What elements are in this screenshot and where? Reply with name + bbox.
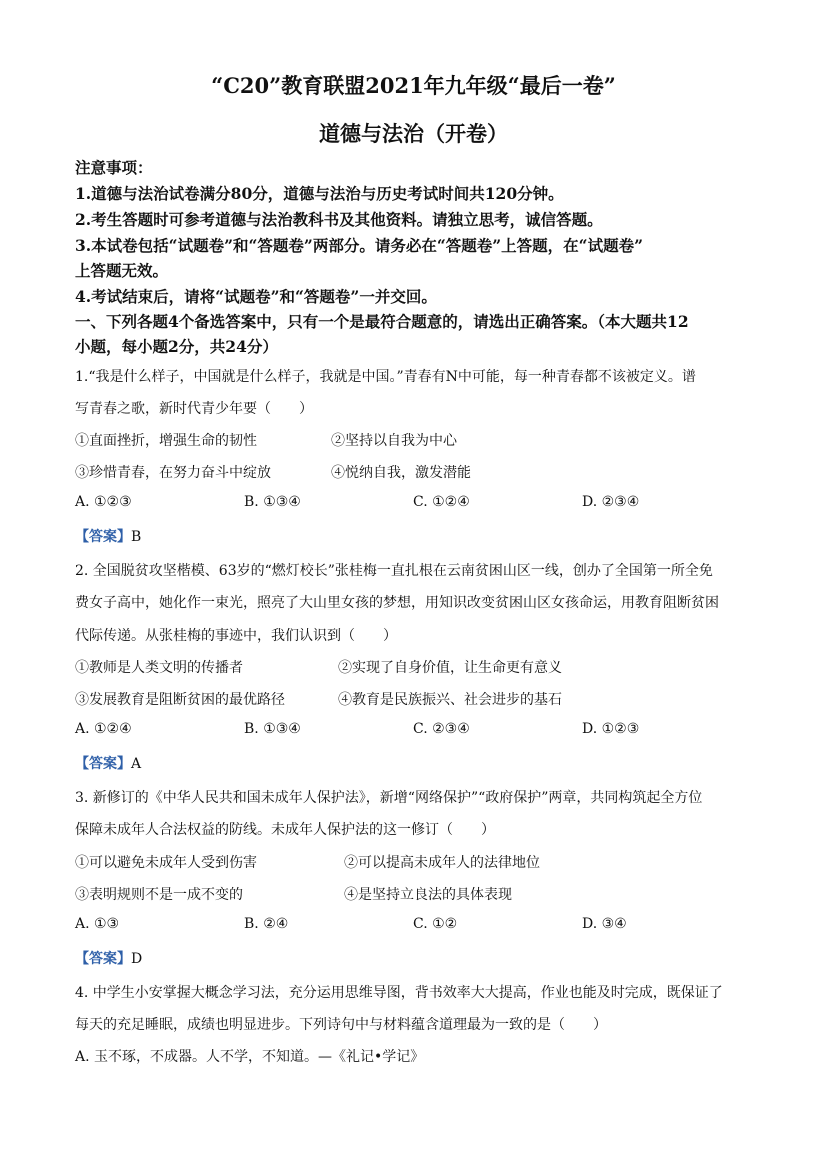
question-1-answer [75, 526, 141, 546]
question-3-choice-d: D. ③④ [582, 916, 627, 932]
question-2-stem: 2. 全国脱贫攻坚楷模、63岁的“燃灯校长”张桂梅一直扎根在云南贫困山区一线，创办了全国第一所全免 [75, 563, 713, 579]
question-1-choice-c: C. ①②④ [413, 494, 470, 510]
answer-value: A [131, 756, 142, 772]
notice-item: 4.考试结束后，请将“试题卷”和“答题卷”一并交回。 [75, 287, 437, 306]
question-1-stem: 1.“我是什么样子，中国就是什么样子，我就是中国。”青春有N中可能，每一种青春都不该被定义。谱 [75, 369, 696, 385]
question-4-stem: 每天的充足睡眠，成绩也明显进步。下列诗句中与材料蕴含道理最为一致的是（ ） [75, 1017, 607, 1033]
answer-tag: 【答案】 [75, 529, 131, 545]
notice-item: 上答题无效。 [75, 261, 169, 280]
question-2-statement: ④教育是民族振兴、社会进步的基石 [338, 692, 562, 708]
question-1-choice-d: D. ②③④ [582, 494, 640, 510]
question-1-statement: ②坚持以自我为中心 [331, 433, 457, 449]
notice-heading: 注意事项： [75, 158, 153, 177]
notice-item: 3.本试卷包括“试题卷”和“答题卷”两部分。请务必在“答题卷”上答题，在“试题卷” [75, 236, 644, 255]
question-2-choice-a: A. ①②④ [75, 721, 132, 737]
question-2-stem: 代际传递。从张桂梅的事迹中，我们认识到（ ） [75, 628, 397, 644]
exam-subtitle: 道德与法治（开卷） [319, 121, 508, 146]
question-3-choice-a: A. ①③ [75, 916, 120, 932]
question-1-choice-a: A. ①②③ [75, 494, 132, 510]
answer-tag: 【答案】 [75, 756, 131, 772]
question-3-answer [75, 948, 142, 968]
section-heading: 一、下列各题4个备选答案中，只有一个是最符合题意的，请选出正确答案。（本大题共12 [75, 312, 689, 331]
question-1-choice-b: B. ①③④ [244, 494, 301, 510]
question-2-choice-d: D. ①②③ [582, 721, 640, 737]
section-heading-cont: 小题，每小题2分，共24分） [75, 337, 278, 356]
question-1-statement: ③珍惜青春，在努力奋斗中绽放 [75, 465, 271, 481]
question-3-choice-c: C. ①② [413, 916, 458, 932]
question-2-choice-b: B. ①③④ [244, 721, 301, 737]
question-1-statement: ④悦纳自我，激发潜能 [331, 465, 471, 481]
question-2-statement: ①教师是人类文明的传播者 [75, 660, 243, 676]
question-3-statement: ④是坚持立良法的具体表现 [344, 887, 512, 903]
question-3-stem: 保障未成年人合法权益的防线。未成年人保护法的这一修订（ ） [75, 822, 495, 838]
question-3-choice-b: B. ②④ [244, 916, 289, 932]
question-2-answer [75, 753, 141, 773]
question-3-statement: ①可以避免未成年人受到伤害 [75, 855, 257, 871]
question-4-stem: 4. 中学生小安掌握大概念学习法，充分运用思维导图，背书效率大大提高，作业也能及时完成，既保证了 [75, 985, 723, 1001]
question-1-stem: 写青春之歌，新时代青少年要（ ） [75, 401, 313, 417]
question-4-choice-a: A. 玉不琢，不成器。人不学，不知道。—《礼记•学记》 [75, 1049, 425, 1065]
question-2-stem: 费女子高中，她化作一束光，照亮了大山里女孩的梦想，用知识改变贫困山区女孩命运，用教育阻断贫困 [75, 595, 719, 611]
question-2-choice-c: C. ②③④ [413, 721, 470, 737]
notice-item: 2.考生答题时可参考道德与法治教科书及其他资料。请独立思考，诚信答题。 [75, 210, 603, 229]
question-2-statement: ③发展教育是阻断贫困的最优路径 [75, 692, 285, 708]
question-3-statement: ③表明规则不是一成不变的 [75, 887, 243, 903]
answer-value: D [131, 951, 143, 967]
notice-item: 1.道德与法治试卷满分80分，道德与法治与历史考试时间共120分钟。 [75, 184, 564, 203]
answer-tag: 【答案】 [75, 951, 131, 967]
question-3-stem: 3. 新修订的《中华人民共和国未成年人保护法》，新增“网络保护”“政府保护”两章，共同构筑起全方位 [75, 790, 703, 806]
question-3-statement: ②可以提高未成年人的法律地位 [344, 855, 540, 871]
answer-value: B [131, 529, 142, 545]
exam-title: “C20”教育联盟2021年九年级“最后一卷” [211, 73, 616, 98]
question-1-statement: ①直面挫折，增强生命的韧性 [75, 433, 257, 449]
question-2-statement: ②实现了自身价值，让生命更有意义 [338, 660, 562, 676]
